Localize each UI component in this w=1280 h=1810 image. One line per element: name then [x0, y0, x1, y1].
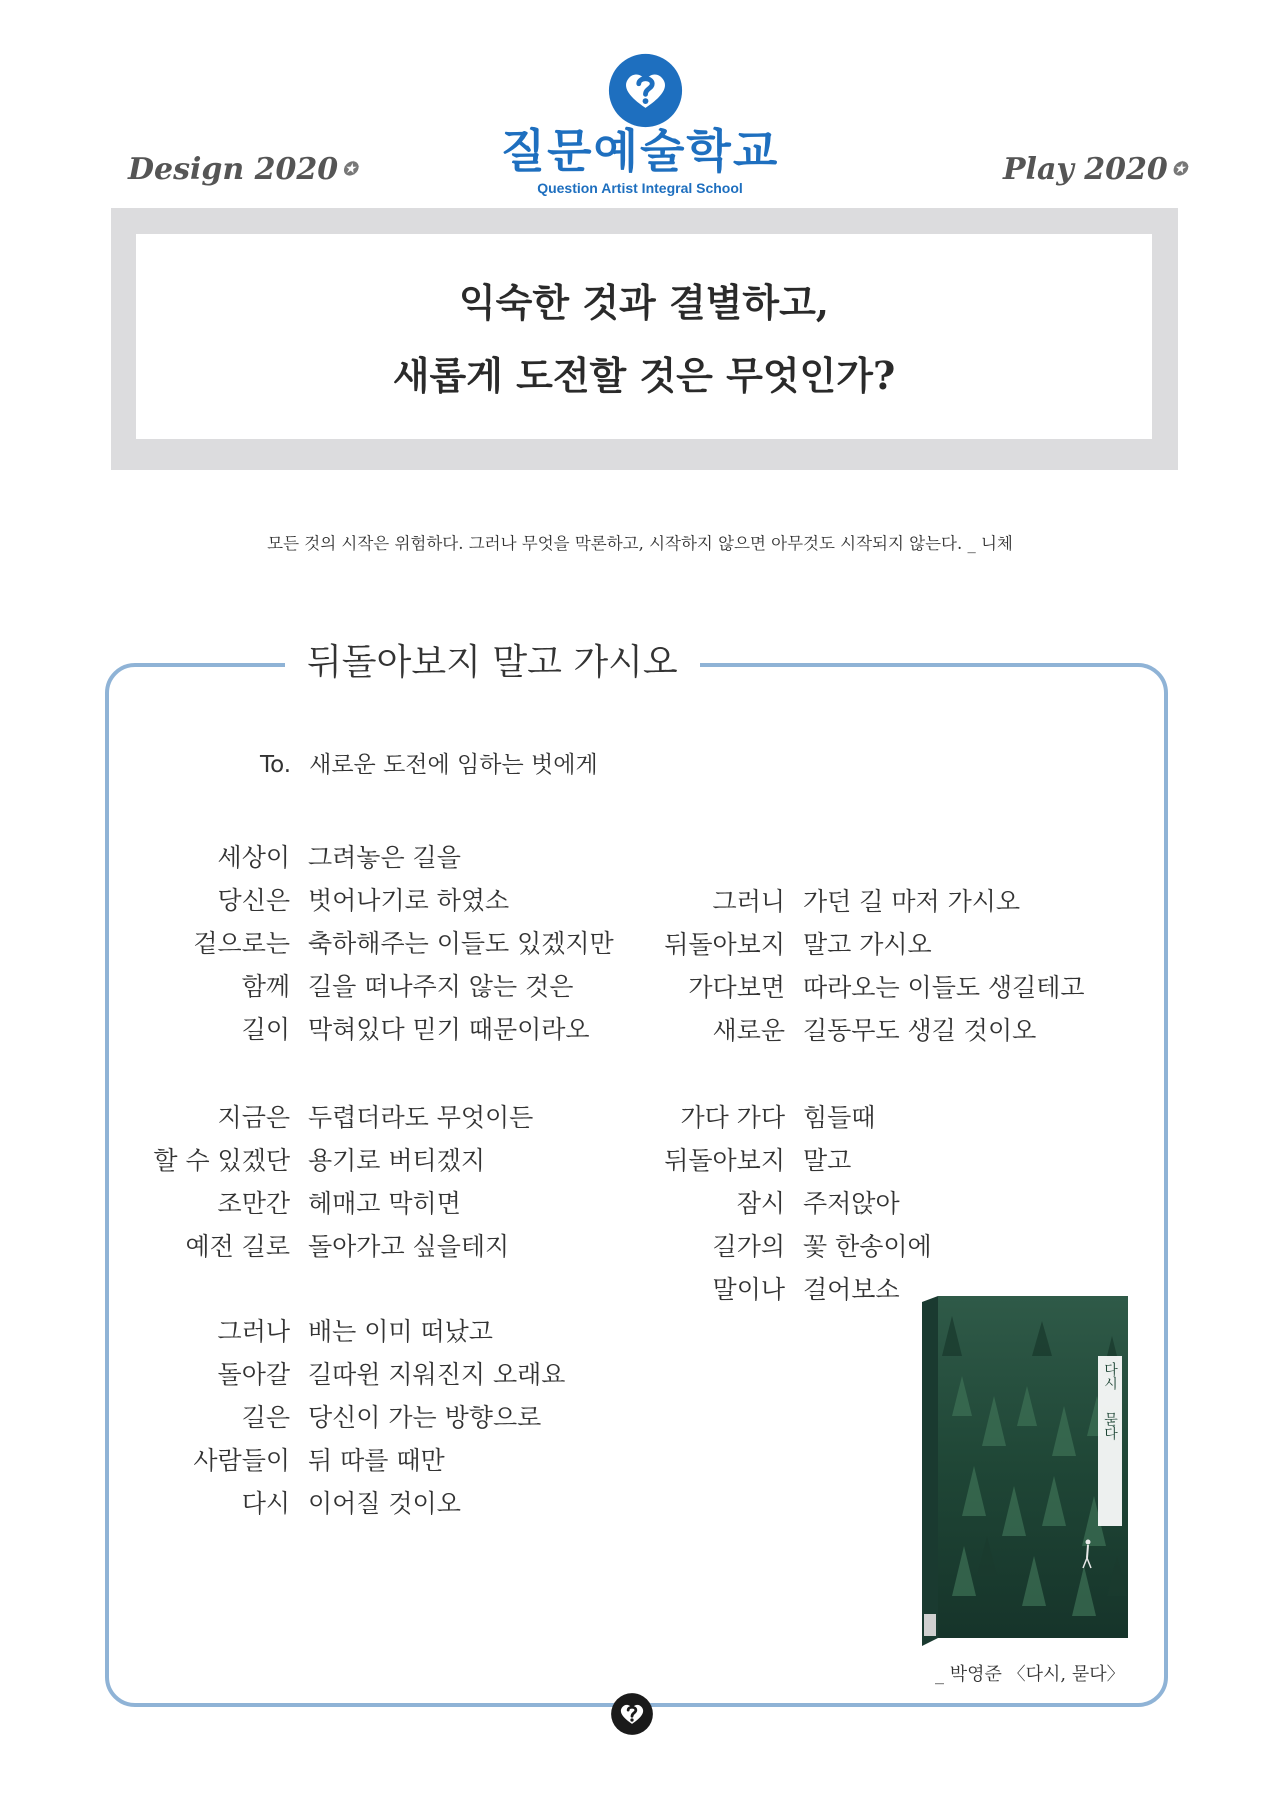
poem-line: 조만간 헤매고 막히면	[217, 1189, 461, 1218]
poem-line: 그러니 가던 길 마저 가시오	[712, 887, 1021, 916]
poem-line: 겉으로는 축하해주는 이들도 있겠지만	[193, 929, 614, 958]
poem-line: 돌아갈 길따윈 지워진지 오래요	[217, 1360, 566, 1389]
poem-line: 사람들이 뒤 따를 때만	[193, 1446, 445, 1475]
poem-line: 할 수 있겠단 용기로 버티겠지	[153, 1146, 485, 1175]
play-tag	[1003, 150, 1187, 190]
question-line-1: 익숙한 것과 결별하고,	[458, 280, 830, 325]
poem-line: 가다보면 따라오는 이들도 생길테고	[688, 973, 1085, 1002]
poem-line: 함께 길을 떠나주지 않는 것은	[241, 972, 574, 1001]
footer-question-heart-icon	[610, 1692, 654, 1736]
design-tag	[128, 150, 357, 190]
play-tag-text: Play 2020	[1003, 152, 1168, 187]
poem-stanza-right-2	[0, 1096, 932, 1311]
star-icon: ✪	[342, 159, 358, 180]
question-box	[136, 234, 1152, 439]
book-caption: _ 박영준 〈다시, 묻다〉	[935, 1664, 1125, 1685]
poem-line: 당신은 벗어나기로 하였소	[217, 886, 510, 915]
svg-text:묻다: 묻다	[1102, 1412, 1118, 1440]
poem-line: 잠시 주저앉아	[736, 1189, 900, 1218]
poem-line: 세상이 그려놓은 길을	[217, 843, 461, 872]
poem-line: 말이나 걸어보소	[712, 1275, 900, 1304]
poem-line: 예전 길로 돌아가고 싶을테지	[185, 1232, 510, 1261]
poem-line: 길가의 꽃 한송이에	[712, 1232, 932, 1261]
dedication-text: 새로운 도전에 임하는 벗에게	[309, 752, 598, 778]
poem-line: 다시 이어질 것이오	[241, 1489, 461, 1518]
poem-line: 지금은 두렵더라도 무엇이든	[217, 1103, 534, 1132]
poem-line: 가다 가다 힘들때	[680, 1103, 876, 1132]
nietzsche-quote: 모든 것의 시작은 위험하다. 그러나 무엇을 막론하고, 시작하지 않으면 아무것도 시작되지 않는다. _ 니체	[267, 534, 1013, 553]
question-line-2: 새롭게 도전할 것은 무엇인가?	[392, 353, 896, 398]
book-cover-image	[922, 1296, 1132, 1646]
poem-dedication	[260, 750, 598, 780]
logo-subtitle: Question Artist Integral School	[537, 180, 743, 196]
dedication-to-label: To.	[260, 752, 292, 778]
poem-line: 새로운 길동무도 생길 것이오	[712, 1016, 1037, 1045]
poem-title: 뒤돌아보지 말고 가시오	[285, 640, 700, 686]
star-icon: ✪	[1171, 159, 1187, 180]
logo-question-heart-icon	[607, 52, 684, 129]
poem-line: 뒤돌아보지 말고	[664, 1146, 852, 1175]
logo-title: 질문예술학교	[500, 124, 780, 178]
svg-text:다시: 다시	[1102, 1362, 1118, 1390]
poem-stanza-left-3	[0, 1310, 566, 1525]
poem-stanza-right-1	[0, 880, 1085, 1052]
poem-line: 그러나 배는 이미 떠났고	[217, 1317, 493, 1346]
poem-line: 뒤돌아보지 말고 가시오	[664, 930, 932, 959]
poem-line: 길은 당신이 가는 방향으로	[241, 1403, 542, 1432]
poem-line: 길이 막혀있다 믿기 때문이라오	[241, 1015, 590, 1044]
design-tag-text: Design 2020	[128, 152, 339, 187]
